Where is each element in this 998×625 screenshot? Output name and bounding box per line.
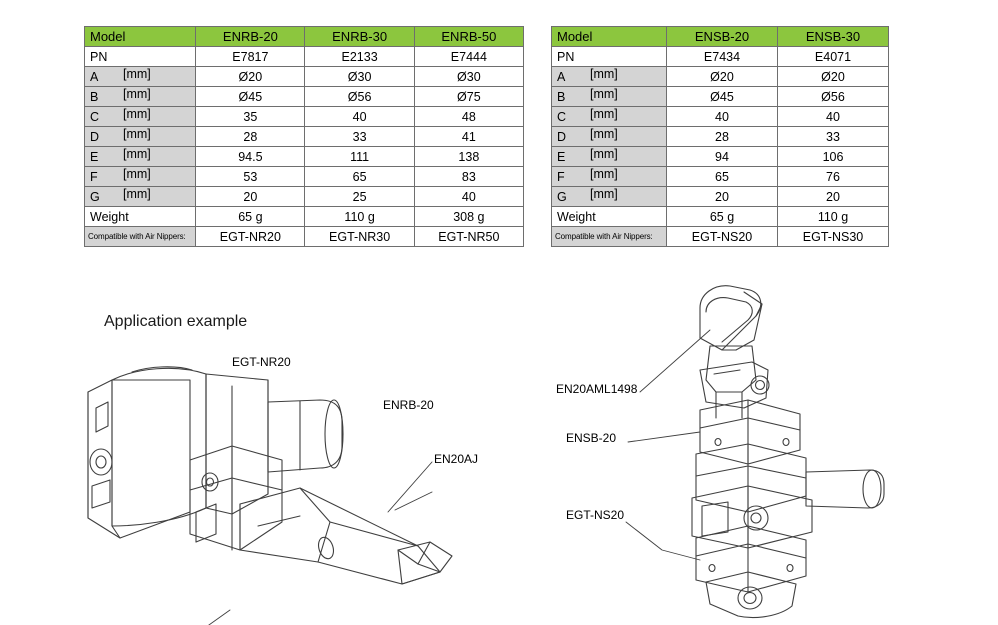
table-row (85, 127, 524, 147)
row-unit: [mm] (590, 87, 618, 101)
row-label-e (552, 147, 667, 167)
cell-value: 83 (414, 167, 523, 187)
application-example-drawing (0, 250, 998, 625)
cell-value: 94.5 (196, 147, 305, 167)
spec-table-enrb (84, 26, 524, 247)
table-header-row (552, 27, 889, 47)
row-label-pn: PN (552, 47, 667, 67)
table-row (552, 187, 889, 207)
cell-value: E4071 (778, 47, 889, 67)
row-unit: [mm] (590, 127, 618, 141)
row-unit: [mm] (123, 147, 151, 161)
cell-value: 20 (667, 187, 778, 207)
table-row (552, 127, 889, 147)
row-label-text: G (90, 189, 100, 204)
cell-value: 20 (778, 187, 889, 207)
cell-value: 308 g (414, 207, 523, 227)
cell-value: EGT-NR50 (414, 227, 523, 247)
row-label-text: C (90, 109, 100, 124)
column-header-ensb-20: ENSB-20 (667, 27, 778, 47)
cell-value: 76 (778, 167, 889, 187)
row-label-g (85, 187, 196, 207)
table-row (85, 107, 524, 127)
table-row (552, 227, 889, 247)
row-label-b (85, 87, 196, 107)
cell-value: 28 (196, 127, 305, 147)
cell-value: EGT-NR20 (196, 227, 305, 247)
cell-value: 65 g (667, 207, 778, 227)
cell-value: 110 g (778, 207, 889, 227)
table-row (85, 67, 524, 87)
row-unit: [mm] (123, 187, 151, 201)
cell-value: Ø30 (414, 67, 523, 87)
row-label-compatible: Compatible with Air Nippers: (552, 227, 667, 247)
cell-value: Ø45 (196, 87, 305, 107)
cell-value: 65 (305, 167, 414, 187)
row-label-pn: PN (85, 47, 196, 67)
table-row (85, 147, 524, 167)
row-label-weight: Weight (85, 207, 196, 227)
cell-value: 53 (196, 167, 305, 187)
row-label-a (85, 67, 196, 87)
row-label-text: E (90, 149, 99, 164)
row-label-text: D (90, 129, 100, 144)
callout-egt-ns20: EGT-NS20 (566, 508, 625, 522)
cell-value: EGT-NS20 (667, 227, 778, 247)
row-unit: [mm] (123, 167, 151, 181)
callout-enrb-20: ENRB-20 (383, 398, 434, 412)
row-label-text: B (557, 89, 566, 104)
column-header-enrb-50: ENRB-50 (414, 27, 523, 47)
callout-en20aj: EN20AJ (434, 452, 479, 466)
cell-value: 110 g (305, 207, 414, 227)
row-label-text: G (557, 189, 567, 204)
row-label-d (85, 127, 196, 147)
cell-value: Ø20 (667, 67, 778, 87)
row-label-c (85, 107, 196, 127)
table-row (552, 207, 889, 227)
application-example-title: Application example (104, 313, 248, 330)
row-label-c (552, 107, 667, 127)
row-label-text: F (557, 169, 565, 184)
cell-value: E7817 (196, 47, 305, 67)
cell-value: Ø20 (196, 67, 305, 87)
table-row (552, 147, 889, 167)
cell-value: 33 (778, 127, 889, 147)
cell-value: 40 (667, 107, 778, 127)
cell-value: 35 (196, 107, 305, 127)
cell-value: Ø56 (305, 87, 414, 107)
row-unit: [mm] (590, 107, 618, 121)
cell-value: 40 (414, 187, 523, 207)
cell-value: Ø75 (414, 87, 523, 107)
cell-value: 25 (305, 187, 414, 207)
cell-value: E7444 (414, 47, 523, 67)
row-unit: [mm] (590, 167, 618, 181)
row-unit: [mm] (590, 187, 618, 201)
table-row (552, 87, 889, 107)
cell-value: 65 g (196, 207, 305, 227)
row-label-d (552, 127, 667, 147)
cell-value: Ø45 (667, 87, 778, 107)
column-header-ensb-30: ENSB-30 (778, 27, 889, 47)
column-header-model: Model (85, 27, 196, 47)
callout-en20aml1498: EN20AML1498 (556, 382, 638, 396)
table-row (85, 187, 524, 207)
table-row (85, 207, 524, 227)
cell-value: E7434 (667, 47, 778, 67)
cell-value: 106 (778, 147, 889, 167)
row-label-g (552, 187, 667, 207)
row-label-text: E (557, 149, 566, 164)
table-row (85, 47, 524, 67)
table-row (552, 107, 889, 127)
table-row (85, 227, 524, 247)
table-row (552, 167, 889, 187)
column-header-enrb-30: ENRB-30 (305, 27, 414, 47)
row-label-compatible: Compatible with Air Nippers: (85, 227, 196, 247)
cell-value: 41 (414, 127, 523, 147)
row-unit: [mm] (590, 147, 618, 161)
cell-value: 48 (414, 107, 523, 127)
row-label-f (552, 167, 667, 187)
cell-value: 138 (414, 147, 523, 167)
row-label-b (552, 87, 667, 107)
row-unit: [mm] (123, 67, 151, 81)
row-unit: [mm] (123, 107, 151, 121)
row-label-text: B (90, 89, 99, 104)
cell-value: E2133 (305, 47, 414, 67)
column-header-model: Model (552, 27, 667, 47)
cell-value: 33 (305, 127, 414, 147)
table-row (85, 167, 524, 187)
cell-value: Ø56 (778, 87, 889, 107)
table-row (552, 47, 889, 67)
cell-value: 20 (196, 187, 305, 207)
cell-value: 40 (778, 107, 889, 127)
spec-table-ensb (551, 26, 889, 247)
cell-value: Ø20 (778, 67, 889, 87)
row-label-weight: Weight (552, 207, 667, 227)
row-label-f (85, 167, 196, 187)
row-unit: [mm] (123, 87, 151, 101)
cell-value: Ø30 (305, 67, 414, 87)
table-row (552, 67, 889, 87)
cell-value: 65 (667, 167, 778, 187)
table-row (85, 87, 524, 107)
cell-value: 111 (305, 147, 414, 167)
row-unit: [mm] (590, 67, 618, 81)
row-label-text: A (90, 69, 99, 84)
row-label-text: D (557, 129, 567, 144)
row-label-text: C (557, 109, 567, 124)
table-header-row (85, 27, 524, 47)
row-unit: [mm] (123, 127, 151, 141)
row-label-a (552, 67, 667, 87)
cell-value: 94 (667, 147, 778, 167)
column-header-enrb-20: ENRB-20 (196, 27, 305, 47)
row-label-text: F (90, 169, 98, 184)
row-label-e (85, 147, 196, 167)
cell-value: 28 (667, 127, 778, 147)
row-label-text: A (557, 69, 566, 84)
cell-value: EGT-NR30 (305, 227, 414, 247)
callout-ensb-20: ENSB-20 (566, 431, 617, 445)
callout-egt-nr20: EGT-NR20 (232, 355, 291, 369)
cell-value: 40 (305, 107, 414, 127)
cell-value: EGT-NS30 (778, 227, 889, 247)
